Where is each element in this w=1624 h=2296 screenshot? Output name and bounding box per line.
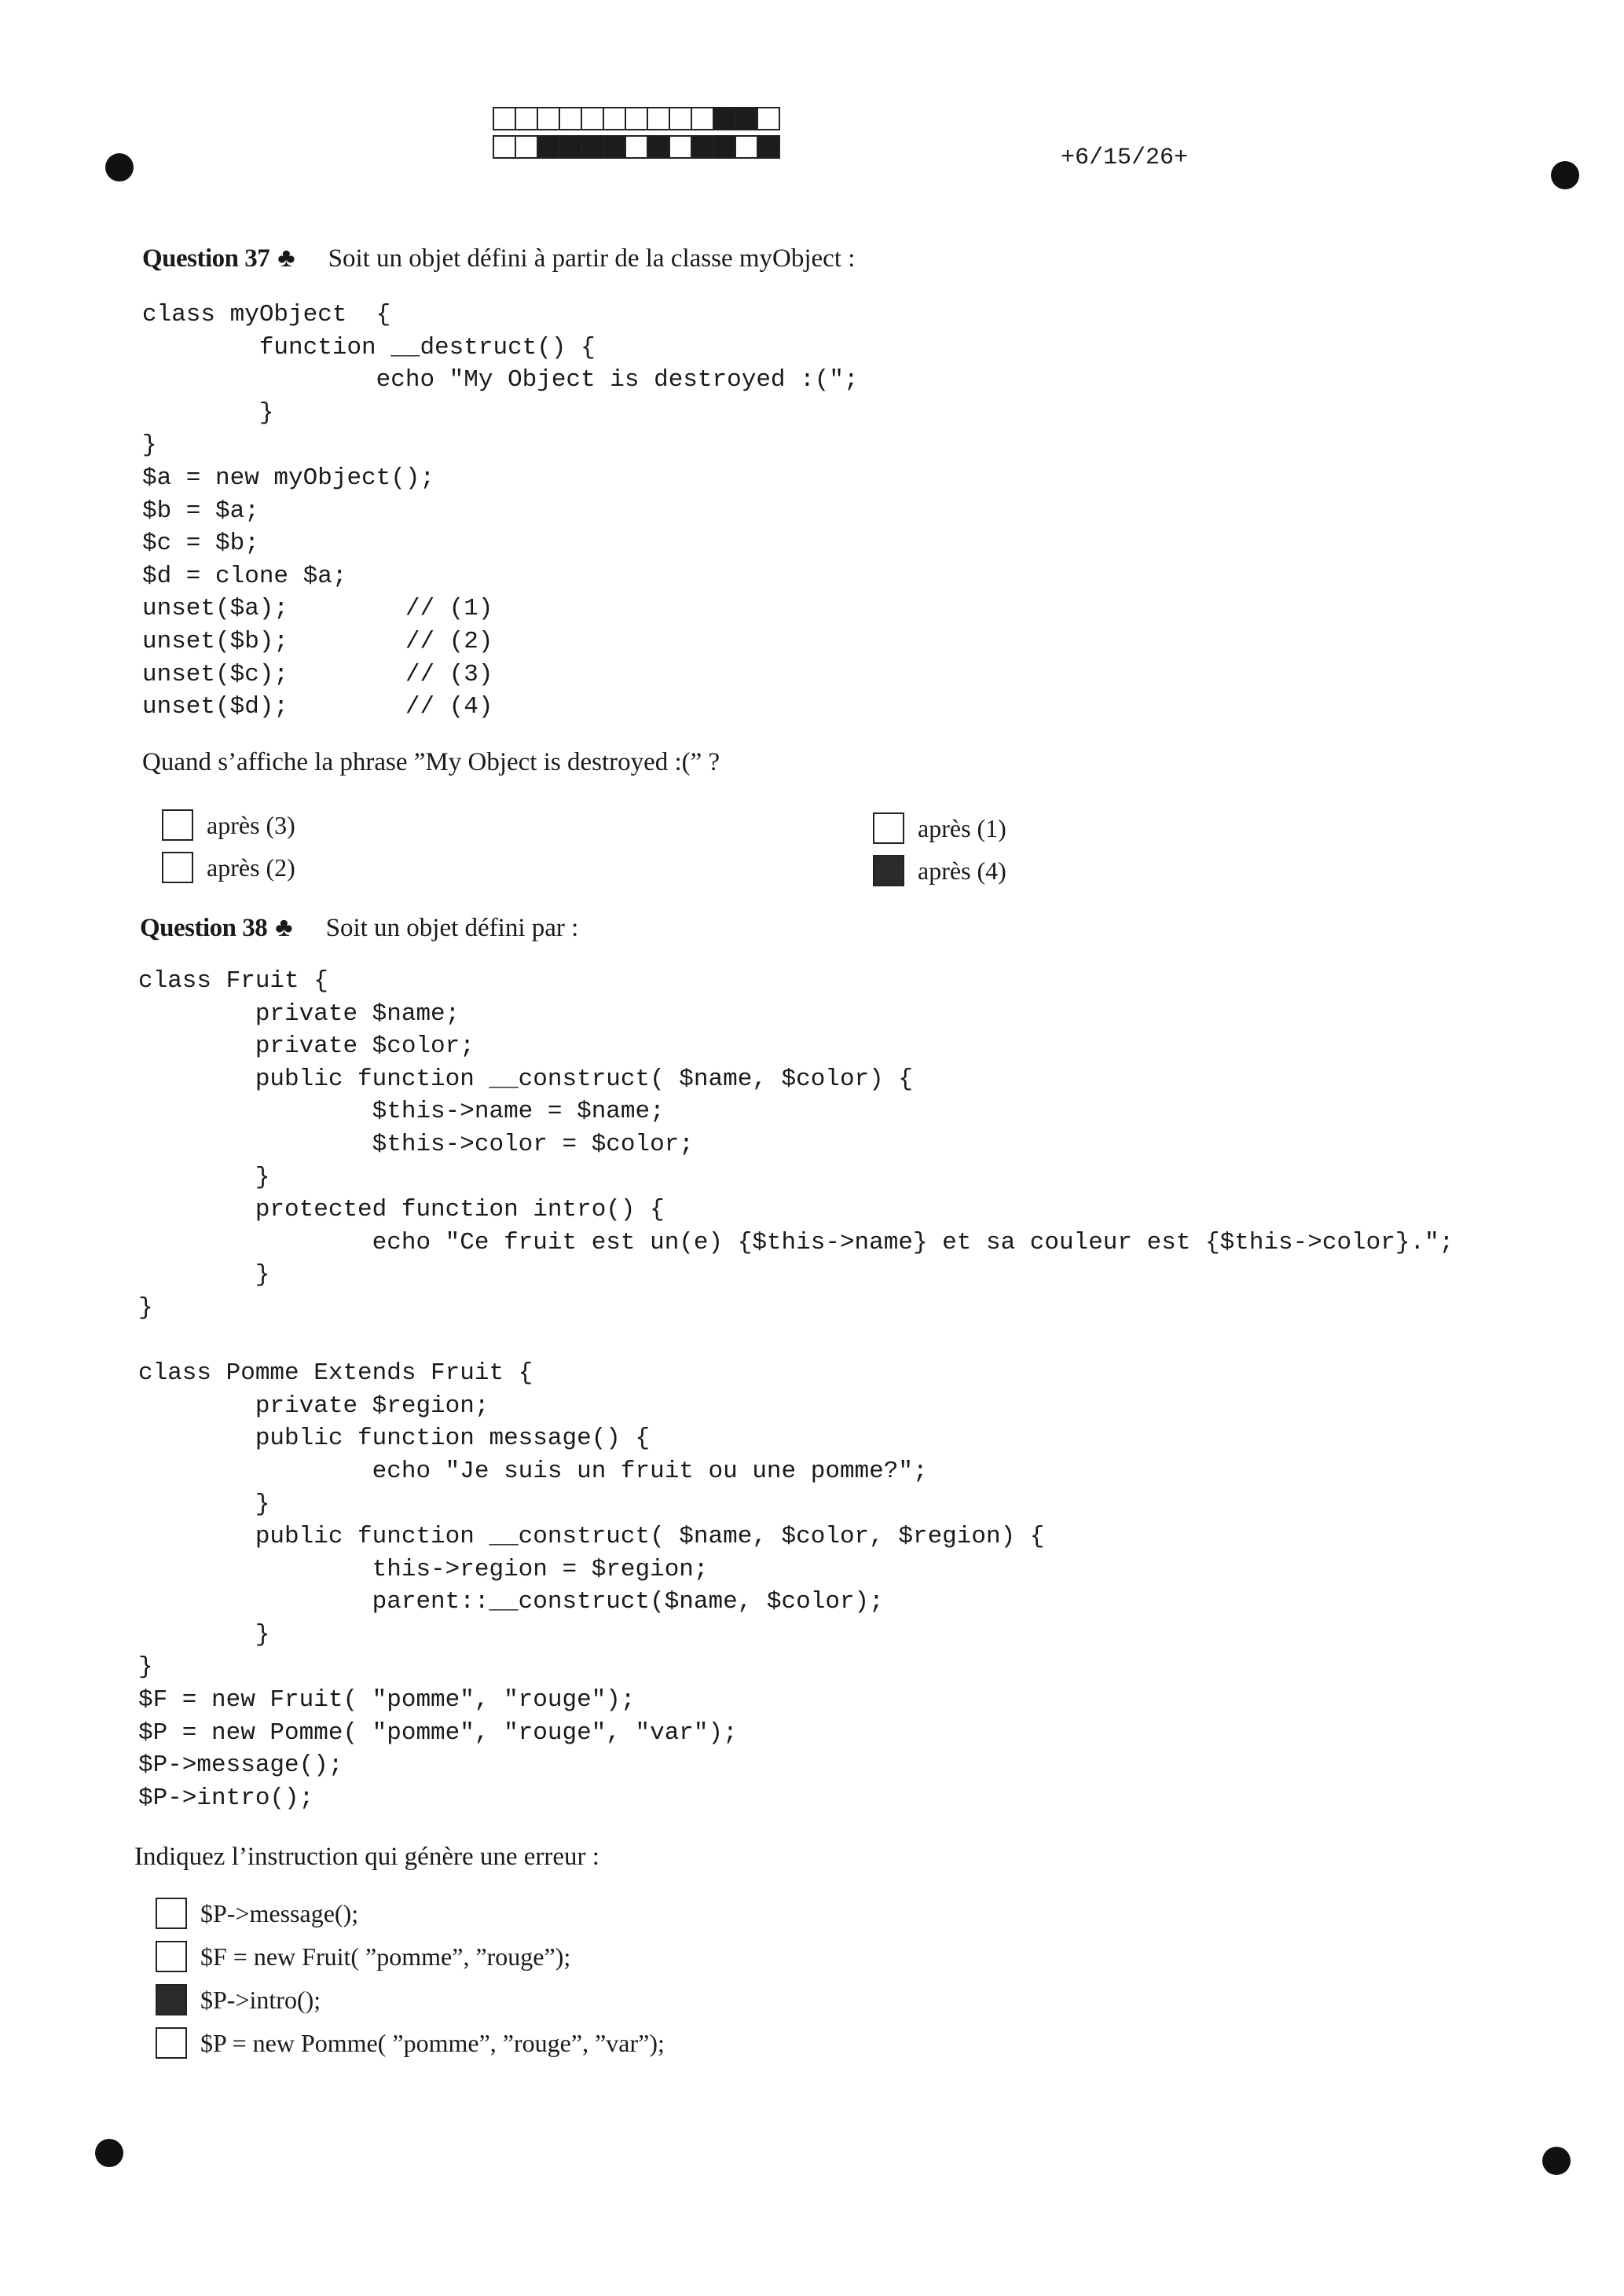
- barcode-cell: [625, 107, 648, 130]
- checkbox[interactable]: [156, 1984, 187, 2015]
- corner-mark-top-left: [105, 153, 134, 182]
- barcode-cell: [559, 107, 582, 130]
- barcode-cell: [713, 107, 736, 130]
- answer-option[interactable]: [156, 1941, 570, 1972]
- question-text: Soit un objet défini par :: [325, 914, 579, 942]
- barcode-cell: [515, 107, 538, 130]
- barcode-cell: [603, 107, 626, 130]
- barcode-cell: [603, 135, 626, 159]
- question-38-header: [140, 913, 578, 943]
- question-37-prompt: Quand s’affiche la phrase ”My Object is destroyed :(” ?: [142, 748, 720, 776]
- code-block-q37: class myObject { function __destruct() { echo "My Object is destroyed :("; } } $a = new myObject(); $b = $a; $c = $b; $d = clone $a; unset($a); // (1) unset($b); // (2) unset($c); // (3) unset($d); // (4): [142, 301, 859, 721]
- barcode-cell: [625, 135, 648, 159]
- answer-label: après (4): [918, 856, 1006, 885]
- page-barcode: [493, 107, 779, 163]
- corner-mark-bottom-left: [95, 2139, 123, 2167]
- question-label: Question 38: [140, 914, 268, 942]
- answer-option[interactable]: [873, 812, 1006, 844]
- checkbox[interactable]: [162, 852, 193, 883]
- barcode-row: [493, 135, 779, 159]
- barcode-cell: [559, 135, 582, 159]
- question-38-prompt: Indiquez l’instruction qui génère une erreur :: [134, 1843, 599, 1871]
- checkbox[interactable]: [156, 1898, 187, 1929]
- answer-label: $P->message();: [200, 1898, 359, 1927]
- barcode-cell: [581, 135, 604, 159]
- answer-label: $P = new Pomme( ”pomme”, ”rouge”, ”var”);: [200, 2028, 665, 2057]
- barcode-cell: [713, 135, 736, 159]
- checkbox[interactable]: [873, 812, 904, 844]
- question-text: Soit un objet défini à partir de la classe myObject :: [328, 244, 856, 273]
- checkbox[interactable]: [162, 809, 193, 841]
- answer-option[interactable]: [162, 852, 295, 883]
- answer-label: $P->intro();: [200, 1985, 321, 2014]
- checkbox[interactable]: [156, 1941, 187, 1972]
- answer-option[interactable]: [156, 2027, 665, 2059]
- barcode-cell: [647, 107, 670, 130]
- corner-mark-top-right: [1551, 161, 1579, 189]
- answer-label: après (2): [207, 853, 295, 882]
- checkbox[interactable]: [156, 2027, 187, 2059]
- club-icon: ♣: [277, 244, 295, 273]
- question-37-header: [142, 244, 855, 273]
- page-id: +6/15/26+: [1061, 145, 1189, 171]
- answer-label: après (1): [918, 813, 1006, 842]
- barcode-cell: [735, 135, 758, 159]
- barcode-cell: [757, 107, 780, 130]
- barcode-row: [493, 107, 779, 130]
- answer-option[interactable]: [156, 1984, 321, 2015]
- barcode-cell: [757, 135, 780, 159]
- answer-option[interactable]: [156, 1898, 358, 1929]
- barcode-cell: [669, 135, 692, 159]
- corner-mark-bottom-right: [1542, 2147, 1571, 2175]
- checkbox[interactable]: [873, 855, 904, 886]
- barcode-cell: [515, 135, 538, 159]
- barcode-cell: [735, 107, 758, 130]
- answer-label: $F = new Fruit( ”pomme”, ”rouge”);: [200, 1942, 571, 1971]
- club-icon: ♣: [275, 913, 293, 942]
- barcode-cell: [493, 135, 516, 159]
- barcode-cell: [691, 107, 714, 130]
- barcode-cell: [493, 107, 516, 130]
- code-block-q38: class Fruit { private $name; private $color; public function __construct( $name, $color) { $this->name = $name; $this->color = $color; } protected function intro() { echo "Ce fruit est un(e) {$this->name} et sa couleur est {$this->color}."; } } class Pomme Extends Fruit { private $region; public function message() { echo "Je suis un fruit ou une pomme?"; } public function __construct( $name, $color, $region) { this->region = $region; parent::__construct($name, $color); } } $F = new Fruit( "pomme", "rouge"); $P = new Pomme( "pomme", "rouge", "var"); $P->message(); $P->intro();: [138, 967, 1454, 1812]
- barcode-cell: [669, 107, 692, 130]
- barcode-cell: [537, 135, 560, 159]
- question-label: Question 37: [142, 244, 270, 273]
- barcode-cell: [647, 135, 670, 159]
- barcode-cell: [691, 135, 714, 159]
- answer-label: après (3): [207, 810, 295, 839]
- barcode-cell: [537, 107, 560, 130]
- barcode-cell: [581, 107, 604, 130]
- answer-option[interactable]: [873, 855, 1006, 886]
- answer-option[interactable]: [162, 809, 295, 841]
